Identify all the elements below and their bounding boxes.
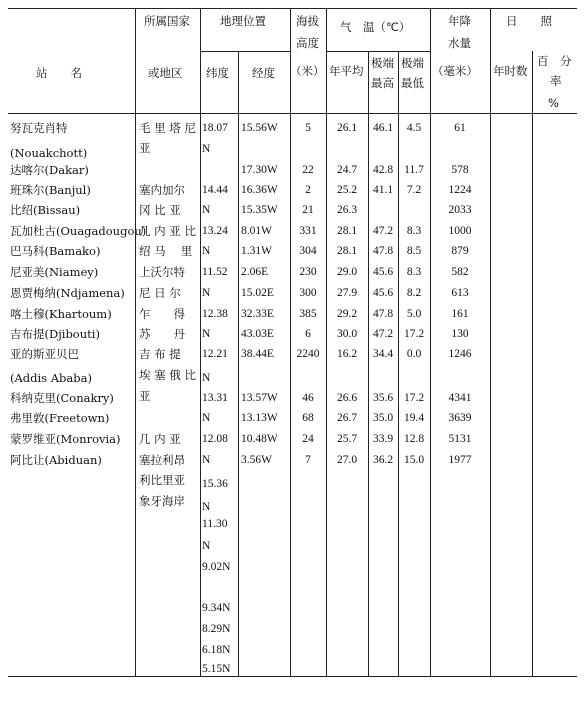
longitude-value: 15.56W	[241, 122, 278, 134]
country-name: 苏 丹	[139, 327, 185, 341]
header-sunshine: 日 照	[506, 14, 552, 28]
station-name: (Addis Ababa)	[10, 371, 92, 385]
country-name: 绍 马 里	[139, 244, 193, 258]
temp-mean-value: 24.7	[336, 164, 358, 176]
country-name: 毛 里 塔 尼	[139, 121, 196, 135]
temp-mean-value: 25.2	[336, 184, 358, 196]
station-name: 弗里敦(Freetown)	[10, 411, 110, 425]
country-name: 亚	[139, 141, 151, 155]
latitude-value: 13.31	[202, 392, 228, 404]
latitude-value: N	[202, 204, 211, 216]
col-divider	[368, 51, 369, 677]
latitude-value: N	[202, 412, 211, 424]
header-precipitation-unit: （毫米）	[432, 64, 478, 78]
header-sun-percent-sub: 率	[550, 74, 562, 88]
station-name: 班珠尔(Banjul)	[10, 183, 91, 197]
temp-min-value: 7.2	[406, 184, 422, 196]
station-name: (Nouakchott)	[10, 146, 88, 160]
temp-mean-value: 26.6	[336, 392, 358, 404]
altitude-value: 7	[305, 454, 311, 466]
altitude-value: 2	[305, 184, 311, 196]
longitude-value: 1.31W	[241, 245, 272, 257]
col-divider	[490, 8, 491, 677]
latitude-value: 11.52	[202, 266, 228, 278]
header-station: 站 名	[36, 66, 82, 80]
header-sun-percent-unit: %	[548, 96, 559, 110]
latitude-value: N	[202, 454, 211, 466]
longitude-value: 3.56W	[241, 454, 272, 466]
header-altitude-unit: （米）	[290, 64, 325, 78]
country-name: 塞内加尔	[139, 183, 185, 197]
altitude-value: 24	[302, 433, 314, 445]
station-name: 喀土穆(Khartoum)	[10, 307, 112, 321]
temp-max-value: 41.1	[372, 184, 394, 196]
latitude-value: 12.21	[202, 348, 228, 360]
col-divider	[532, 51, 533, 677]
temp-max-value: 47.8	[372, 245, 394, 257]
header-altitude-sub: 高度	[296, 36, 319, 50]
temp-max-value: 35.6	[372, 392, 394, 404]
header-sun-percent: 百 分	[537, 54, 572, 68]
temp-mean-value: 26.3	[336, 204, 358, 216]
latitude-value: N	[202, 287, 211, 299]
temp-mean-value: 30.0	[336, 328, 358, 340]
country-name: 象牙海岸	[139, 494, 185, 508]
temp-min-value: 4.5	[406, 122, 422, 134]
temp-min-value: 15.0	[403, 454, 425, 466]
precipitation-value: 2033	[448, 204, 472, 216]
station-name: 吉布提(Djibouti)	[10, 327, 100, 341]
temp-min-value: 8.5	[406, 245, 422, 257]
header-temp-mean: 年平均	[329, 64, 364, 78]
header-country-sub: 或地区	[148, 66, 183, 80]
temp-mean-value: 27.9	[336, 287, 358, 299]
country-name: 尼 日 尔	[139, 286, 181, 300]
header-temp-min: 极端	[401, 56, 424, 70]
precipitation-value: 3639	[448, 412, 472, 424]
longitude-value: 17.30W	[241, 164, 278, 176]
header-geo: 地理位置	[220, 14, 266, 28]
header-sun-hours: 年时数	[493, 64, 528, 78]
temp-mean-value: 28.1	[336, 225, 358, 237]
altitude-value: 230	[299, 266, 317, 278]
altitude-value: 6	[305, 328, 311, 340]
temp-mean-value: 29.0	[336, 266, 358, 278]
altitude-value: 385	[299, 308, 317, 320]
latitude-value: N	[202, 143, 211, 155]
temp-min-value: 12.8	[403, 433, 425, 445]
header-precipitation-sub: 水量	[448, 36, 471, 50]
latitude-value: N	[202, 328, 211, 340]
precipitation-value: 613	[451, 287, 469, 299]
station-name: 阿比让(Abiduan)	[10, 453, 102, 467]
station-name: 努瓦克肖特	[10, 121, 68, 135]
header-longitude: 经度	[252, 66, 275, 80]
station-name: 瓦加杜古(Ouagadougou)	[10, 224, 147, 238]
header-bottom-rule	[8, 113, 577, 114]
col-divider	[398, 51, 399, 677]
station-name: 科纳克里(Conakry)	[10, 391, 114, 405]
altitude-value: 22	[302, 164, 314, 176]
col-divider	[430, 8, 431, 677]
altitude-value: 46	[302, 392, 314, 404]
col-divider	[238, 51, 239, 677]
country-name: 埃 塞 俄 比	[139, 368, 196, 382]
table-bottom-rule	[8, 676, 577, 677]
latitude-value: 11.30	[202, 518, 228, 530]
temp-max-value: 45.6	[372, 266, 394, 278]
latitude-value: N	[202, 372, 211, 384]
temp-min-value: 8.3	[406, 266, 422, 278]
station-name: 亚的斯亚贝巴	[10, 347, 79, 361]
temp-mean-value: 28.1	[336, 245, 358, 257]
subheader-rule-temp	[326, 51, 430, 52]
country-name: 塞拉利昂	[139, 453, 185, 467]
country-name: 几 内 亚	[139, 432, 181, 446]
station-name: 尼亚美(Niamey)	[10, 265, 99, 279]
country-name: 利比里亚	[139, 473, 185, 487]
temp-mean-value: 29.2	[336, 308, 358, 320]
longitude-value: 8.01W	[241, 225, 272, 237]
subheader-rule-geo	[200, 51, 290, 52]
temp-mean-value: 26.7	[336, 412, 358, 424]
temp-min-value: 17.2	[403, 328, 425, 340]
longitude-value: 16.36W	[241, 184, 278, 196]
temp-max-value: 47.8	[372, 308, 394, 320]
temp-max-value: 42.8	[372, 164, 394, 176]
precipitation-value: 1224	[448, 184, 472, 196]
longitude-value: 43.03E	[241, 328, 274, 340]
longitude-value: 15.02E	[241, 287, 274, 299]
temp-mean-value: 27.0	[336, 454, 358, 466]
longitude-value: 13.13W	[241, 412, 278, 424]
temp-min-value: 5.0	[406, 308, 422, 320]
temp-mean-value: 26.1	[336, 122, 358, 134]
precipitation-value: 61	[454, 122, 466, 134]
precipitation-value: 582	[451, 266, 469, 278]
altitude-value: 21	[302, 204, 314, 216]
col-divider	[200, 8, 201, 677]
station-name: 恩贾梅纳(Ndjamena)	[10, 286, 125, 300]
longitude-value: 32.33E	[241, 308, 274, 320]
temp-mean-value: 16.2	[336, 348, 358, 360]
temp-min-value: 19.4	[403, 412, 425, 424]
table-top-rule	[8, 8, 577, 9]
precipitation-value: 1246	[448, 348, 472, 360]
precipitation-value: 4341	[448, 392, 472, 404]
latitude-value: 6.18N	[202, 644, 231, 656]
header-temp-max-sub: 最高	[371, 76, 394, 90]
header-altitude: 海拔	[296, 14, 319, 28]
temp-max-value: 34.4	[372, 348, 394, 360]
precipitation-value: 578	[451, 164, 469, 176]
altitude-value: 68	[302, 412, 314, 424]
header-temp-min-sub: 最低	[401, 76, 424, 90]
temp-mean-value: 25.7	[336, 433, 358, 445]
col-divider	[135, 8, 136, 677]
altitude-value: 2240	[296, 348, 320, 360]
altitude-value: 5	[305, 122, 311, 134]
station-name: 蒙罗维亚(Monrovia)	[10, 432, 121, 446]
temp-min-value: 0.0	[406, 348, 422, 360]
latitude-value: 18.07	[202, 122, 228, 134]
station-name: 比绍(Bissau)	[10, 203, 81, 217]
temp-max-value: 36.2	[372, 454, 394, 466]
temp-min-value: 17.2	[403, 392, 425, 404]
longitude-value: 13.57W	[241, 392, 278, 404]
latitude-value: 9.34N	[202, 602, 231, 614]
temp-max-value: 47.2	[372, 328, 394, 340]
latitude-value: 9.02N	[202, 561, 231, 573]
latitude-value: 8.29N	[202, 623, 231, 635]
longitude-value: 38.44E	[241, 348, 274, 360]
col-divider	[290, 8, 291, 677]
temp-max-value: 33.9	[372, 433, 394, 445]
latitude-value: 14.44	[202, 184, 228, 196]
header-precipitation: 年降	[448, 14, 471, 28]
longitude-value: 15.35W	[241, 204, 278, 216]
header-temperature: 气 温（℃）	[340, 20, 411, 34]
latitude-value: N	[202, 540, 211, 552]
latitude-value: 12.38	[202, 308, 228, 320]
precipitation-value: 1977	[448, 454, 472, 466]
header-country: 所属国家	[144, 14, 190, 28]
header-latitude: 纬度	[206, 66, 229, 80]
temp-max-value: 47.2	[372, 225, 394, 237]
latitude-value: 12.08	[202, 433, 228, 445]
precipitation-value: 130	[451, 328, 469, 340]
station-name: 达喀尔(Dakar)	[10, 163, 89, 177]
precipitation-value: 161	[451, 308, 469, 320]
precipitation-value: 5131	[448, 433, 472, 445]
country-name: 上沃尔特	[139, 265, 185, 279]
station-name: 巴马科(Bamako)	[10, 244, 101, 258]
country-name: 乍 得	[139, 307, 185, 321]
longitude-value: 2.06E	[241, 266, 269, 278]
latitude-value: 5.15N	[202, 663, 231, 675]
temp-min-value: 8.3	[406, 225, 422, 237]
altitude-value: 304	[299, 245, 317, 257]
header-temp-max: 极端	[371, 56, 394, 70]
temp-max-value: 46.1	[372, 122, 394, 134]
temp-max-value: 35.0	[372, 412, 394, 424]
precipitation-value: 879	[451, 245, 469, 257]
latitude-value: N	[202, 245, 211, 257]
col-divider	[326, 8, 327, 677]
latitude-value: 15.36	[202, 478, 228, 490]
altitude-value: 331	[299, 225, 317, 237]
temp-max-value: 45.6	[372, 287, 394, 299]
country-name: 吉 布 提	[139, 347, 181, 361]
latitude-value: N	[202, 501, 211, 513]
country-name: 亚	[139, 389, 151, 403]
longitude-value: 10.48W	[241, 433, 278, 445]
altitude-value: 300	[299, 287, 317, 299]
precipitation-value: 1000	[448, 225, 472, 237]
latitude-value: 13.24	[202, 225, 228, 237]
country-name: 几 内 亚 比	[139, 224, 196, 238]
country-name: 冈 比 亚	[139, 203, 181, 217]
temp-min-value: 8.2	[406, 287, 422, 299]
temp-min-value: 11.7	[404, 164, 424, 176]
